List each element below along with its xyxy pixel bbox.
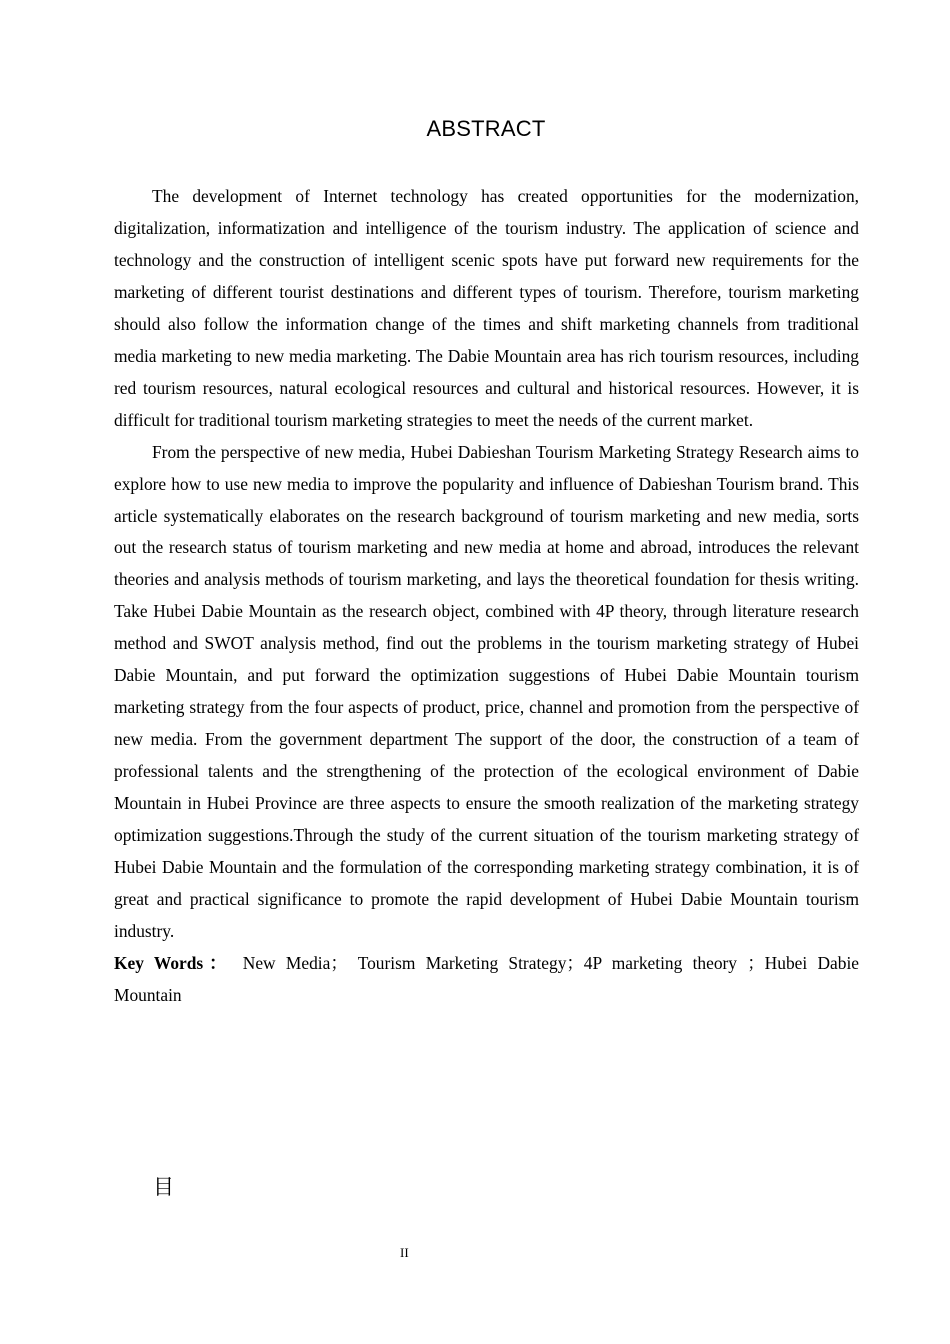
page-number: II bbox=[400, 1245, 409, 1260]
abstract-paragraph-1: The development of Internet technology has created opportunities for the modernization, digitalization, informatization and intelligence of the tourism industry. The application of science and technology and the construction of intelligent scenic spots have put forward new requirements for the marketing of different tourist destinations and different types of tourism. Therefore, tourism marketing should also follow the information change of the times and shift marketing channels from traditional media marketing to new media marketing. The Dabie Mountain area has rich tourism resources, including red tourism resources, natural ecological resources and cultural and historical resources. However, it is difficult for traditional tourism marketing strategies to meet the needs of the current market. bbox=[114, 186, 859, 430]
keywords-label: Key Words： bbox=[114, 952, 233, 973]
abstract-title: ABSTRACT bbox=[426, 116, 546, 141]
toc-heading-fragment: 目 bbox=[153, 1175, 174, 1199]
keywords-text: New Media； Tourism Marketing Strategy；4P marketing theory ；Hubei Dabie Mountain bbox=[114, 952, 859, 1005]
abstract-paragraph-2: From the perspective of new media, Hubei Dabieshan Tourism Marketing Strategy Research aims to explore how to use new media to improve the popularity and influence of Dabieshan Tourism brand. This article systematically elaborates on the research background of tourism marketing and new media, sorts out the research status of tourism marketing and new media at home and abroad, introduces the relevant theories and analysis methods of tourism marketing, and lays the theoretical foundation for thesis writing. Take Hubei Dabie Mountain as the research object, combined with 4P theory, through literature research method and SWOT analysis method, find out the problems in the tourism marketing strategy of Hubei Dabie Mountain, and put forward the optimization suggestions of Hubei Dabie Mountain tourism marketing strategy from the four aspects of product, price, channel and promotion from the perspective of new media. From the government department The support of the door, the construction of a team of professional talents and the strengthening of the protection of the ecological environment of Dabie Mountain in Hubei Province are three aspects to ensure the smooth realization of the marketing strategy optimization suggestions.Through the study of the current situation of the tourism marketing strategy of Hubei Dabie Mountain and the formulation of the corresponding marketing strategy combination, it is of great and practical significance to promote the rapid development of Hubei Dabie Mountain tourism industry. bbox=[114, 441, 859, 941]
keywords-line bbox=[114, 948, 859, 1012]
abstract-body bbox=[114, 181, 859, 1012]
